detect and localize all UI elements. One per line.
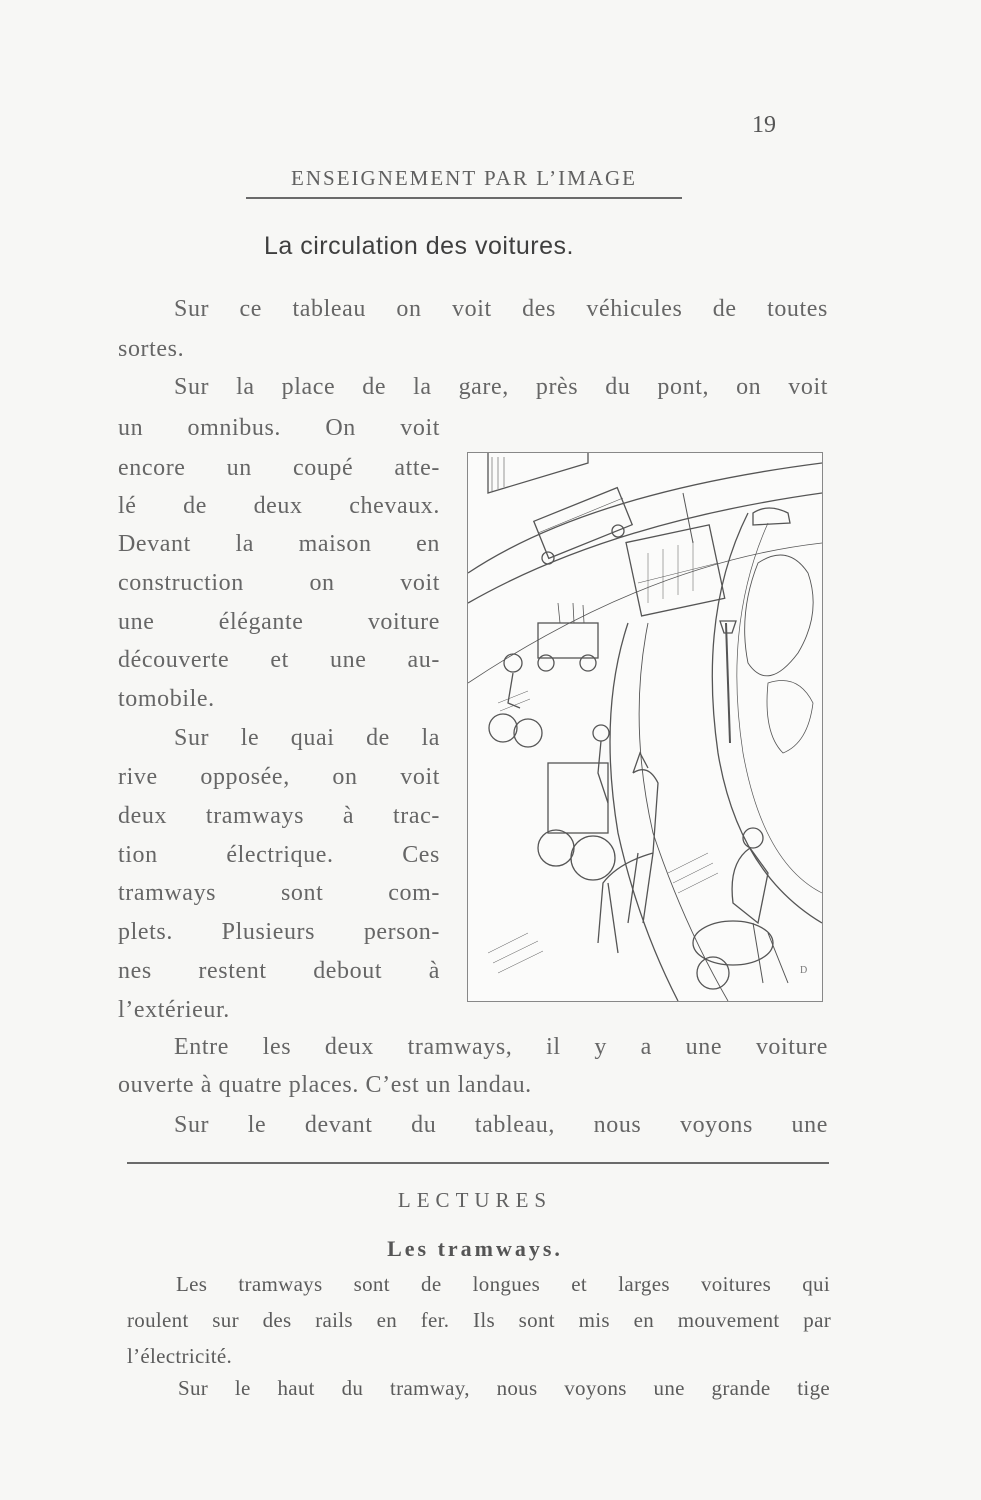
lesson-title: La circulation des voitures. (264, 232, 574, 260)
lesson-line: une élégante voiture (118, 609, 440, 635)
lesson-line: sortes. (118, 336, 185, 362)
readings-line: Les tramways sont de longues et larges voitures qui (176, 1272, 830, 1296)
running-head-rule (246, 197, 682, 199)
illustration-drawing (468, 453, 822, 1001)
lesson-line: Sur ce tableau on voit des véhicules de toutes (174, 296, 828, 322)
lesson-line: tramways sont com- (118, 880, 440, 906)
lesson-line: Sur la place de la gare, près du pont, on voit (174, 374, 828, 400)
lesson-line: plets. Plusieurs person- (118, 919, 440, 945)
lesson-line: Devant la maison en (118, 531, 440, 557)
page-number: 19 (752, 112, 776, 138)
lesson-line: tomobile. (118, 686, 215, 712)
lesson-line: nes restent debout à (118, 958, 440, 984)
section-divider (127, 1162, 829, 1164)
lesson-line: un omnibus. On voit (118, 415, 440, 441)
lesson-line: rive opposée, on voit (118, 764, 440, 790)
running-head: ENSEIGNEMENT PAR L’IMAGE (291, 166, 637, 190)
lesson-line: tion électrique. Ces (118, 842, 440, 868)
lesson-line: Sur le quai de la (174, 725, 440, 751)
readings-line: l’électricité. (127, 1344, 233, 1368)
illustration-signature: D (800, 965, 808, 976)
readings-line: Sur le haut du tramway, nous voyons une grande tige (178, 1376, 830, 1400)
lesson-line: Sur le devant du tableau, nous voyons une (174, 1112, 828, 1138)
lesson-line: ouverte à quatre places. C’est un landau. (118, 1072, 532, 1098)
lesson-line: découverte et une au- (118, 647, 440, 673)
lesson-line: construction on voit (118, 570, 440, 596)
readings-line: roulent sur des rails en fer. Ils sont mis en mouvement par (127, 1308, 831, 1332)
readings-heading: LECTURES (397, 1188, 553, 1212)
street-traffic-illustration (467, 452, 823, 1002)
lesson-line: encore un coupé atte- (118, 455, 440, 481)
lesson-line: deux tramways à trac- (118, 803, 440, 829)
lesson-line: Entre les deux tramways, il y a une voiture (174, 1034, 828, 1060)
readings-title: Les tramways. (387, 1236, 563, 1261)
lesson-line: l’extérieur. (118, 997, 230, 1023)
lesson-line: lé de deux chevaux. (118, 493, 440, 519)
